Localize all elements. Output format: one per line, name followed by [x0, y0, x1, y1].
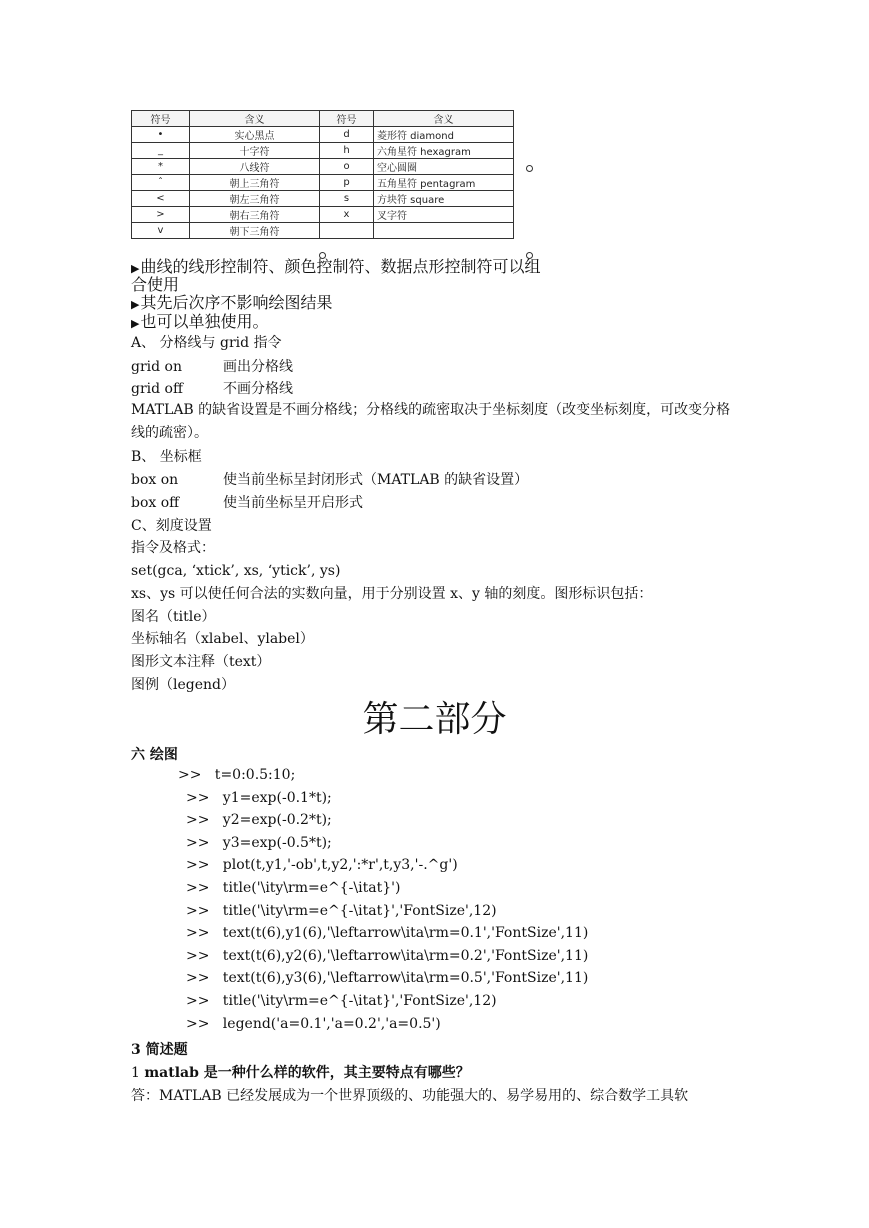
- table-cell: [374, 223, 514, 239]
- table-row: [132, 143, 514, 159]
- code-line: >> text(t(6),y1(6),'\leftarrow\ita\rm=0.1','FontSize',11): [186, 925, 589, 942]
- code-line: >> text(t(6),y2(6),'\leftarrow\ita\rm=0.2','FontSize',11): [186, 947, 589, 964]
- box-off-row: [131, 493, 363, 513]
- header-cell: 含义: [374, 111, 514, 127]
- table-row: [132, 127, 514, 143]
- selection-handle-icon: [526, 165, 533, 172]
- description: 不画分格线: [223, 381, 293, 397]
- section-six-heading: 六 绘图: [131, 747, 178, 763]
- bullet-icon: ▶: [131, 317, 140, 330]
- q3-heading: 3 简述题: [131, 1042, 188, 1058]
- table-cell: 空心圆圈: [374, 159, 514, 175]
- symbol-table: [131, 110, 514, 239]
- table-cell: 八线符: [190, 159, 320, 175]
- command: box off: [131, 495, 180, 511]
- table-cell: x: [320, 207, 374, 223]
- code-line: >> y1=exp(-0.1*t);: [186, 789, 332, 806]
- table-cell: 朝下三角符: [190, 223, 320, 239]
- symbol-table-body: [132, 127, 514, 239]
- table-cell: s: [320, 191, 374, 207]
- section-b-heading: B、 坐标框: [131, 449, 202, 465]
- table-row: [132, 175, 514, 191]
- section-a-heading: A、 分格线与 grid 指令: [131, 335, 282, 351]
- section-c-line: 指令及格式：: [131, 540, 215, 556]
- code-line: >> t=0:0.5:10;: [178, 767, 296, 783]
- table-row: [132, 223, 514, 239]
- note-line: 合使用: [131, 275, 180, 294]
- code-line: >> title('\ity\rm=e^{-\itat}','FontSize',12): [186, 902, 497, 919]
- table-cell: 朝上三角符: [190, 175, 320, 191]
- question-1: [131, 1063, 470, 1083]
- command: box on: [131, 472, 179, 488]
- grid-off-row: [131, 379, 293, 399]
- code-line: >> y2=exp(-0.2*t);: [186, 812, 332, 829]
- table-cell: 朝左三角符: [190, 191, 320, 207]
- table-cell: 十字符: [190, 143, 320, 159]
- note-line: [131, 257, 540, 278]
- table-cell: d: [320, 127, 374, 143]
- header-cell: 符号: [320, 111, 374, 127]
- table-row: [132, 191, 514, 207]
- table-cell: *: [132, 159, 190, 175]
- header-cell: 含义: [190, 111, 320, 127]
- table-cell: o: [320, 159, 374, 175]
- section-c-line: 图名（title）: [131, 609, 216, 625]
- section-c-line: 坐标轴名（xlabel、ylabel）: [131, 631, 314, 647]
- note-line: [131, 293, 332, 314]
- box-on-row: [131, 470, 528, 490]
- note-text: 曲线的线形控制符、颜色控制符、数据点形控制符可以组: [140, 257, 541, 276]
- question-number: 1: [131, 1065, 145, 1081]
- command: grid on: [131, 359, 182, 375]
- section-a-paragraph: MATLAB 的缺省设置是不画分格线；分格线的疏密取决于坐标刻度（改变坐标刻度，可改变分格线的疏密）。: [131, 402, 731, 441]
- table-cell: [320, 223, 374, 239]
- table-cell: 实心黑点: [190, 127, 320, 143]
- symbol-table-header: [132, 111, 514, 127]
- header-cell: 符号: [132, 111, 190, 127]
- description: 画出分格线: [223, 359, 293, 375]
- section-c-line: set(gca, ‘xtick’, xs, ‘ytick’, ys): [131, 563, 341, 579]
- code-line: >> text(t(6),y3(6),'\leftarrow\ita\rm=0.5','FontSize',11): [186, 970, 589, 987]
- description: 使当前坐标呈开启形式: [223, 495, 363, 511]
- part-title: 第二部分: [362, 699, 507, 740]
- table-cell: 朝右三角符: [190, 207, 320, 223]
- table-cell: ˆ: [132, 175, 190, 191]
- code-line: >> legend('a=0.1','a=0.2','a=0.5'): [186, 1015, 441, 1032]
- table-cell: 六角星符 hexagram: [374, 143, 514, 159]
- table-cell: 叉字符: [374, 207, 514, 223]
- table-cell: h: [320, 143, 374, 159]
- description: 使当前坐标呈封闭形式（MATLAB 的缺省设置）: [223, 472, 529, 488]
- table-cell: 五角星符 pentagram: [374, 175, 514, 191]
- note-line: [131, 312, 268, 333]
- table-cell: >: [132, 207, 190, 223]
- table-row: [132, 207, 514, 223]
- code-line: >> title('\ity\rm=e^{-\itat}'): [186, 880, 401, 896]
- table-cell: v: [132, 223, 190, 239]
- question-text: matlab 是一种什么样的软件，其主要特点有哪些？: [144, 1065, 470, 1081]
- note-text: 也可以单独使用。: [140, 312, 269, 331]
- table-cell: <: [132, 191, 190, 207]
- table-cell: 方块符 square: [374, 191, 514, 207]
- section-c-line: 图形文本注释（text）: [131, 654, 271, 670]
- table-cell: •: [132, 127, 190, 143]
- command: grid off: [131, 381, 183, 397]
- code-line: >> plot(t,y1,'-ob',t,y2,':*r',t,y3,'-.^g'): [186, 857, 458, 874]
- code-line: >> title('\ity\rm=e^{-\itat}','FontSize',12): [186, 993, 497, 1009]
- table-cell: 菱形符 diamond: [374, 127, 514, 143]
- code-line: >> y3=exp(-0.5*t);: [186, 834, 332, 851]
- bullet-icon: ▶: [131, 262, 140, 275]
- section-c-heading: C、刻度设置: [131, 518, 212, 534]
- table-row: [132, 159, 514, 175]
- table-cell: p: [320, 175, 374, 191]
- note-text: 其先后次序不影响绘图结果: [140, 293, 333, 312]
- answer-text: 答：MATLAB 已经发展成为一个世界顶级的、功能强大的、易学易用的、综合数学工具软: [131, 1088, 689, 1104]
- table-cell: _: [132, 143, 190, 159]
- grid-on-row: [131, 357, 293, 377]
- section-c-line: 图例（legend）: [131, 677, 235, 693]
- section-c-line: xs、ys 可以使任何合法的实数向量，用于分别设置 x、y 轴的刻度。图形标识包括：: [131, 586, 653, 602]
- bullet-icon: ▶: [131, 298, 140, 311]
